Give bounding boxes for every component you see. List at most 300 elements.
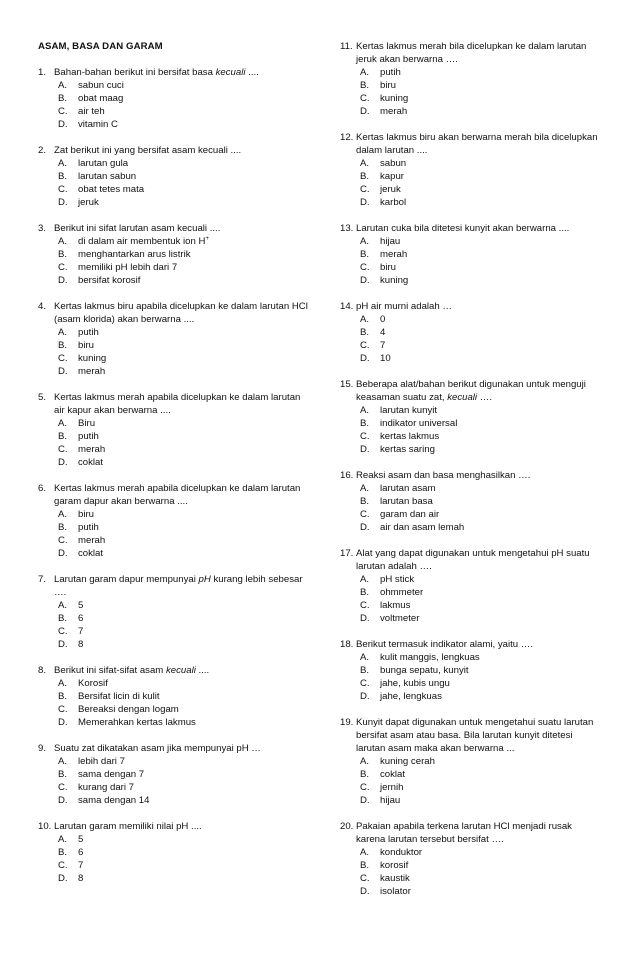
option-text [380,235,602,248]
option-text-value: larutan gula [78,158,129,169]
answer-option[interactable] [58,456,310,469]
answer-option[interactable] [360,352,602,365]
answer-option[interactable] [58,248,310,261]
answer-option[interactable] [360,443,602,456]
option-text-value: jahe, lengkuas [380,691,442,702]
question-text-segment: pH air murni adalah … [356,301,452,312]
option-letter: B. [58,249,68,260]
answer-option[interactable] [58,326,310,339]
option-letter: A. [58,236,68,247]
superscript-charge: + [205,235,209,242]
answer-option[interactable] [58,846,310,859]
option-letter: B. [360,80,370,91]
question-number: 3. [38,223,47,234]
question-text [356,378,602,404]
option-text-value: 5 [78,834,84,845]
option-text-value: 6 [78,613,84,624]
answer-option[interactable] [360,612,602,625]
option-text-value: putih [78,522,99,533]
option-text-value: Bereaksi dengan logam [78,704,179,715]
question-row [340,638,602,651]
answer-option[interactable] [360,196,602,209]
option-text [78,118,310,131]
option-text-value: jernih [380,782,404,793]
answer-option[interactable] [58,768,310,781]
option-letter: D. [360,106,370,117]
question-number: 9. [38,743,47,754]
answer-option[interactable] [58,677,310,690]
option-text [380,872,602,885]
answer-option[interactable] [58,157,310,170]
question-text-segment: Kertas lakmus biru apabila dicelupkan ke dalam larutan HCl (asam klorida) akan berwarna .... [54,301,308,325]
option-text-value: lebih dari 7 [78,756,125,767]
question-text [54,391,310,417]
answer-option[interactable] [360,430,602,443]
answer-option[interactable] [58,417,310,430]
question-item [38,742,310,807]
answer-option[interactable] [360,677,602,690]
answer-options [58,79,310,131]
option-text-value: biru [380,262,396,273]
option-letter: A. [58,80,68,91]
answer-option[interactable] [360,755,602,768]
answer-option[interactable] [58,534,310,547]
question-text [356,638,602,651]
option-text-value: bersifat korosif [78,275,141,286]
option-text-value: biru [380,80,396,91]
question-item [38,66,310,131]
answer-option[interactable] [360,417,602,430]
answer-option[interactable] [360,92,602,105]
option-text [380,586,602,599]
question-text [54,482,310,508]
question-text [54,573,310,599]
option-text-value: biru [78,509,94,520]
answer-options [360,573,602,625]
question-row [38,820,310,833]
question-number: 7. [38,574,47,585]
answer-option[interactable] [58,443,310,456]
option-text-value: merah [380,106,408,117]
option-text-value: sama dengan 7 [78,769,145,780]
answer-option[interactable] [58,235,310,248]
option-text [78,703,310,716]
option-letter: B. [360,769,370,780]
option-text [78,794,310,807]
option-text [380,404,602,417]
option-text [78,261,310,274]
answer-option[interactable] [360,404,602,417]
question-text [356,716,602,755]
answer-options [360,313,602,365]
option-text-value: coklat [380,769,406,780]
question-text-segment: .... [245,67,259,78]
option-letter: A. [58,327,68,338]
answer-option[interactable] [360,521,602,534]
answer-option[interactable] [360,235,602,248]
answer-option[interactable] [58,196,310,209]
option-text [78,443,310,456]
answer-options [58,755,310,807]
option-text [380,261,602,274]
option-text-value: indikator universal [380,418,458,429]
option-text-value: kertas saring [380,444,435,455]
answer-option[interactable] [360,79,602,92]
option-text [78,326,310,339]
answer-option[interactable] [360,105,602,118]
question-row [340,378,602,404]
option-letter: B. [58,93,68,104]
option-letter: C. [360,678,370,689]
question-item [38,144,310,209]
answer-option[interactable] [360,157,602,170]
option-letter: D. [58,457,68,468]
answer-option[interactable] [360,326,602,339]
answer-options [58,326,310,378]
option-text-value: kaustik [380,873,410,884]
option-text-value: merah [78,535,106,546]
option-letter: C. [360,262,370,273]
answer-option[interactable] [58,118,310,131]
option-letter: B. [360,496,370,507]
option-letter: D. [360,795,370,806]
option-text [380,352,602,365]
question-text-segment: .... [195,665,210,676]
option-text-value: putih [78,431,99,442]
answer-option[interactable] [58,183,310,196]
answer-option[interactable] [58,170,310,183]
option-text-value: 8 [78,639,84,650]
question-text-segment: Pakaian apabila terkena larutan HCl menjadi rusak karena larutan tersebut bersifat …. [356,821,572,845]
option-letter: C. [58,860,68,871]
answer-option[interactable] [58,612,310,625]
question-number: 13. [340,223,354,234]
option-letter: A. [360,574,370,585]
option-text [78,417,310,430]
question-number: 8. [38,665,47,676]
option-text-value: 0 [380,314,386,325]
question-number: 20. [340,821,354,832]
option-text-value: jahe, kubis ungu [380,678,450,689]
answer-option[interactable] [360,183,602,196]
option-text-value: kapur [380,171,404,182]
answer-option[interactable] [58,430,310,443]
option-letter: C. [58,782,68,793]
option-text-value: larutan kunyit [380,405,438,416]
question-text-segment: kecuali [447,392,478,403]
question-item [38,391,310,469]
answer-option[interactable] [58,833,310,846]
option-letter: C. [58,535,68,546]
answer-option[interactable] [360,859,602,872]
option-text-value: di dalam air membentuk ion H [78,236,206,247]
question-text-segment: …. [477,392,493,403]
option-letter: C. [58,262,68,273]
answer-options [58,677,310,729]
answer-option[interactable] [360,872,602,885]
question-number: 19. [340,717,354,728]
option-letter: D. [360,353,370,364]
option-text [380,859,602,872]
option-text-value: 7 [78,860,84,871]
question-text [54,742,310,755]
option-letter: A. [58,158,68,169]
question-item [340,131,602,209]
answer-options [360,755,602,807]
question-row [38,144,310,157]
option-text-value: ohmmeter [380,587,424,598]
answer-option[interactable] [360,573,602,586]
option-text [380,521,602,534]
answer-option[interactable] [360,482,602,495]
answer-option[interactable] [58,508,310,521]
question-text [356,131,602,157]
option-letter: B. [58,847,68,858]
option-letter: C. [58,106,68,117]
option-text [78,274,310,287]
answer-option[interactable] [360,313,602,326]
option-letter: B. [360,249,370,260]
question-number: 5. [38,392,47,403]
option-letter: B. [360,665,370,676]
option-text-value: kertas lakmus [380,431,440,442]
option-letter: D. [58,717,68,728]
question-row [340,40,602,66]
question-text-segment: Berikut termasuk indikator alami, yaitu …. [356,639,534,650]
answer-option[interactable] [58,703,310,716]
option-text [78,235,310,248]
option-letter: B. [360,860,370,871]
option-text [380,573,602,586]
answer-option[interactable] [360,885,602,898]
answer-option[interactable] [58,352,310,365]
answer-option[interactable] [58,599,310,612]
option-letter: C. [58,626,68,637]
answer-option[interactable] [58,274,310,287]
option-text [78,599,310,612]
option-text [78,625,310,638]
option-text [380,508,602,521]
answer-option[interactable] [58,872,310,885]
option-text-value: larutan asam [380,483,436,494]
answer-option[interactable] [58,365,310,378]
worksheet-title: ASAM, BASA DAN GARAM [38,41,163,52]
option-text-value: sabun [380,158,407,169]
option-letter: A. [360,405,370,416]
option-text [78,755,310,768]
option-letter: A. [360,158,370,169]
option-letter: C. [360,184,370,195]
answer-option[interactable] [360,690,602,703]
answer-option[interactable] [58,781,310,794]
option-text [78,846,310,859]
option-letter: D. [360,444,370,455]
answer-options [360,404,602,456]
option-text-value: konduktor [380,847,423,858]
answer-option[interactable] [58,521,310,534]
option-text [380,170,602,183]
answer-option[interactable] [58,547,310,560]
option-text [78,638,310,651]
option-text-value: 7 [78,626,84,637]
answer-option[interactable] [58,339,310,352]
answer-option[interactable] [360,781,602,794]
question-text-segment: pH [198,574,211,585]
question-item [340,378,602,456]
option-letter: B. [360,171,370,182]
option-text [380,443,602,456]
answer-option[interactable] [360,261,602,274]
answer-option[interactable] [360,248,602,261]
option-letter: C. [58,444,68,455]
option-letter: D. [58,119,68,130]
question-number: 1. [38,67,47,78]
question-item [340,300,602,365]
answer-option[interactable] [58,755,310,768]
question-text-segment: Berikut ini sifat-sifat asam [54,665,166,676]
option-text [78,859,310,872]
answer-option[interactable] [360,651,602,664]
question-number: 17. [340,548,354,559]
answer-option[interactable] [58,690,310,703]
option-text [380,768,602,781]
option-text-value: obat tetes mata [78,184,145,195]
question-text-segment: Kertas lakmus biru akan berwarna merah bila dicelupkan dalam larutan .... [356,132,598,156]
option-text [380,599,602,612]
option-text [78,508,310,521]
option-text [380,79,602,92]
option-letter: C. [58,704,68,715]
answer-option[interactable] [360,586,602,599]
option-text [380,482,602,495]
question-row [38,300,310,326]
answer-option[interactable] [360,170,602,183]
option-text [380,326,602,339]
answer-option[interactable] [360,599,602,612]
question-row [340,131,602,157]
option-letter: A. [58,418,68,429]
answer-option[interactable] [58,859,310,872]
answer-option[interactable] [58,638,310,651]
option-text [78,352,310,365]
option-text-value: kuning [380,93,409,104]
option-letter: C. [360,782,370,793]
option-text-value: jeruk [380,184,401,195]
question-number: 16. [340,470,354,481]
question-text [54,820,310,833]
question-text-segment: Berikut ini sifat larutan asam kecuali .... [54,223,221,234]
option-text [78,339,310,352]
option-text [78,521,310,534]
option-letter: D. [58,795,68,806]
answer-option[interactable] [58,105,310,118]
answer-options [360,66,602,118]
option-text-value: korosif [380,860,409,871]
answer-option[interactable] [360,274,602,287]
option-letter: C. [360,93,370,104]
question-item [340,820,602,898]
question-text [356,300,602,313]
answer-option[interactable] [360,66,602,79]
option-text-value: kuning [78,353,107,364]
option-text [380,651,602,664]
answer-option[interactable] [360,794,602,807]
option-text-value: sama dengan 14 [78,795,150,806]
option-text [78,547,310,560]
option-text-value: larutan basa [380,496,433,507]
answer-option[interactable] [58,625,310,638]
option-text-value: 8 [78,873,84,884]
question-text-segment: Kertas lakmus merah apabila dicelupkan ke dalam larutan air kapur akan berwarna .... [54,392,301,416]
answer-option[interactable] [58,261,310,274]
question-number: 6. [38,483,47,494]
option-text [380,755,602,768]
option-text-value: bunga sepatu, kunyit [380,665,469,676]
option-text [380,794,602,807]
answer-option[interactable] [360,768,602,781]
option-text-value: coklat [78,457,104,468]
question-text [356,222,602,235]
question-row [38,573,310,599]
question-number: 15. [340,379,354,390]
question-text [356,547,602,573]
question-number: 14. [340,301,354,312]
question-number: 12. [340,132,354,143]
option-text-value: pH stick [380,574,415,585]
option-letter: B. [58,340,68,351]
option-text [78,872,310,885]
option-text-value: air teh [78,106,105,117]
answer-option[interactable] [58,794,310,807]
answer-option[interactable] [360,508,602,521]
option-letter: D. [360,691,370,702]
question-item [340,40,602,118]
option-letter: C. [360,873,370,884]
option-text [380,339,602,352]
answer-option[interactable] [58,79,310,92]
question-text [54,66,310,79]
question-item [38,664,310,729]
answer-option[interactable] [58,92,310,105]
option-text [380,183,602,196]
option-letter: C. [360,431,370,442]
answer-option[interactable] [58,716,310,729]
question-text-segment: kurang lebih sebesar …. [54,574,303,598]
answer-option[interactable] [360,339,602,352]
answer-option[interactable] [360,664,602,677]
question-number: 10. [38,821,52,832]
option-text [380,690,602,703]
right-question-list [340,40,602,898]
answer-options [360,235,602,287]
option-text-value: memiliki pH lebih dari 7 [78,262,178,273]
answer-option[interactable] [360,495,602,508]
option-text-value: menghantarkan arus listrik [78,249,191,260]
option-letter: A. [58,509,68,520]
question-text-segment: Kertas lakmus merah bila dicelupkan ke dalam larutan jeruk akan berwarna …. [356,41,587,65]
question-number: 11. [340,41,353,52]
question-text [356,820,602,846]
option-letter: A. [360,67,370,78]
option-text-value: merah [78,444,106,455]
question-text-segment: Alat yang dapat digunakan untuk mengetahui pH suatu larutan adalah …. [356,548,590,572]
option-letter: C. [58,353,68,364]
answer-option[interactable] [360,846,602,859]
option-text-value: hijau [380,236,401,247]
question-row [38,482,310,508]
option-letter: D. [58,873,68,884]
question-text [356,469,602,482]
